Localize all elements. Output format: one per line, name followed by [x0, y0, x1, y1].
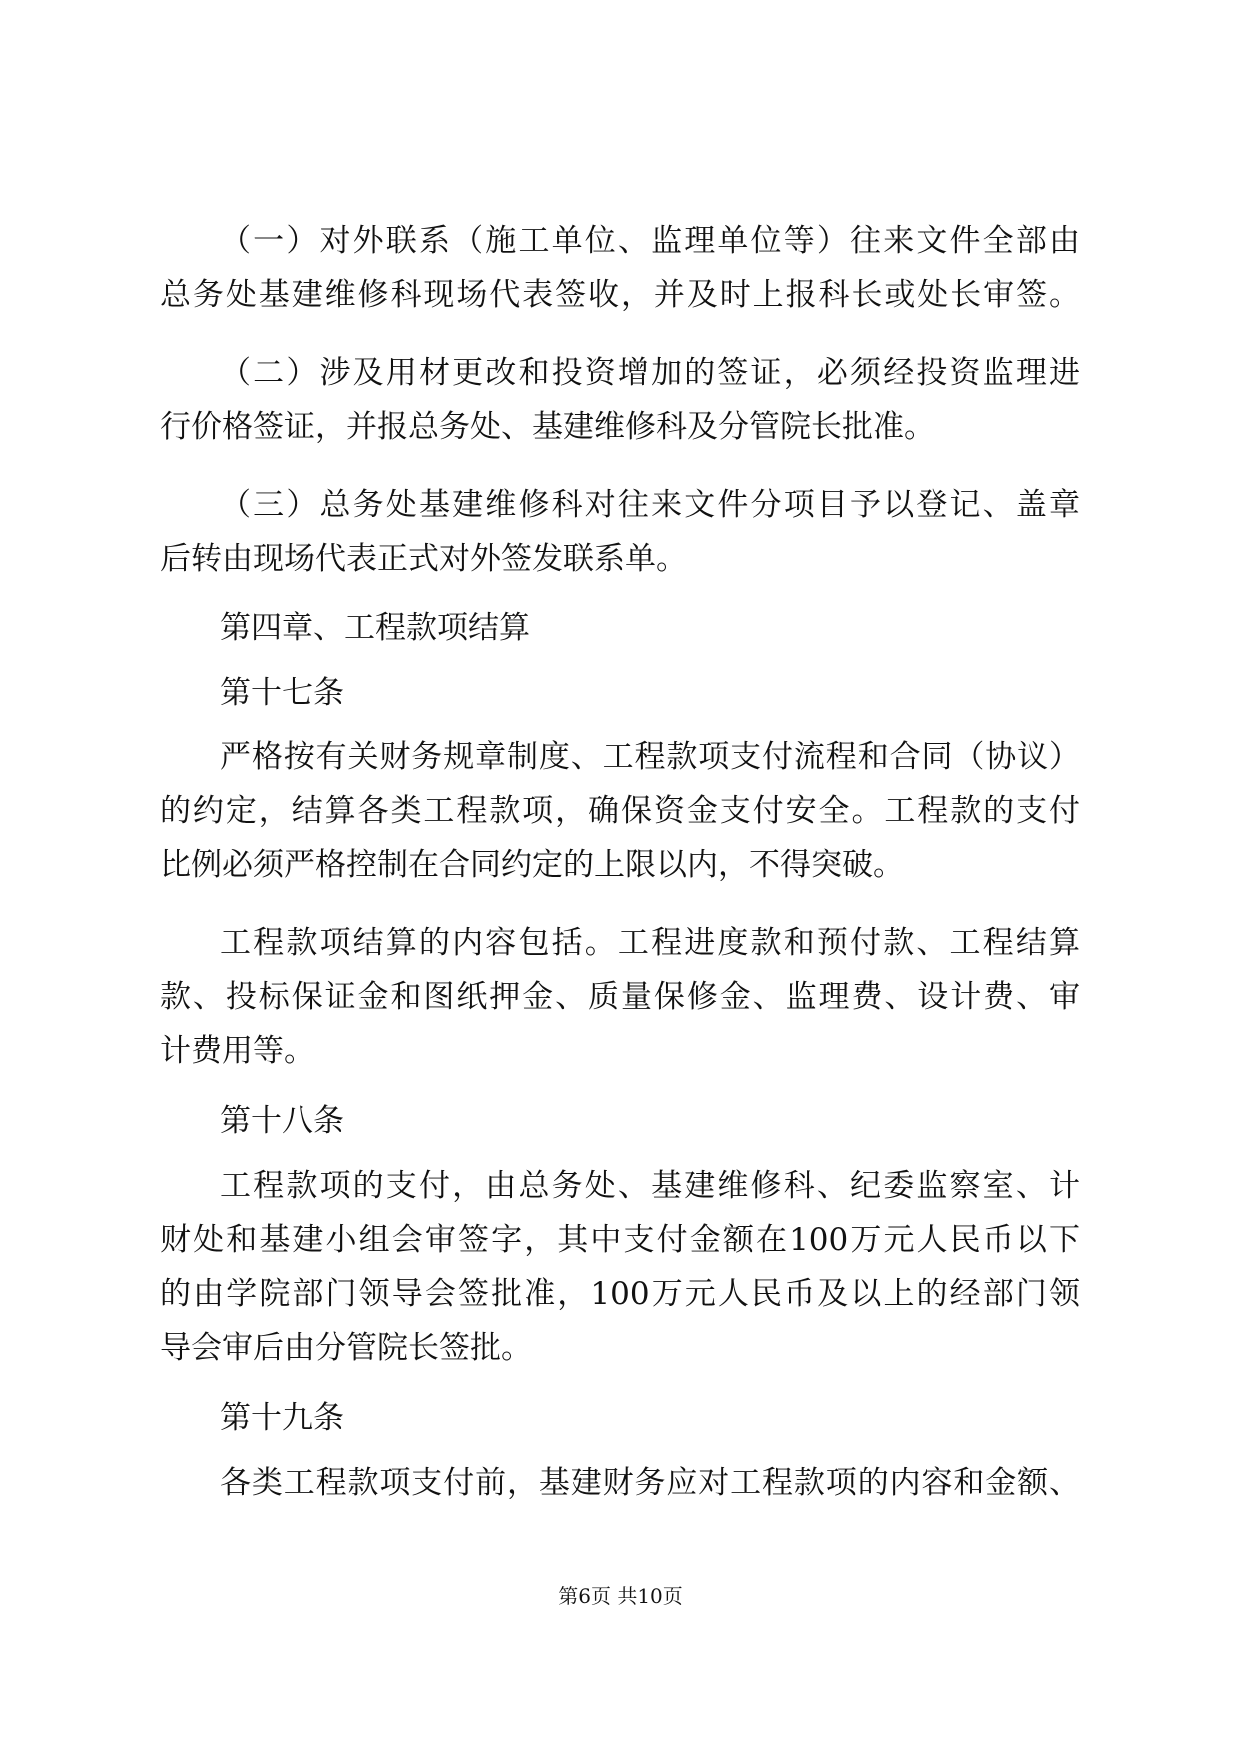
paragraph-line: 的约定，结算各类工程款项，确保资金支付安全。工程款的支付 — [160, 793, 1080, 829]
paragraph-line: （一）对外联系（施工单位、监理单位等）往来文件全部由 — [220, 223, 1080, 259]
paragraph-line: 工程款项结算的内容包括。工程进度款和预付款、工程结算 — [220, 925, 1080, 961]
paragraph-line: 后转由现场代表正式对外签发联系单。 — [160, 541, 687, 577]
article-heading: 第十七条 — [220, 675, 344, 711]
paragraph-line: 工程款项的支付，由总务处、基建维修科、纪委监察室、计 — [220, 1168, 1080, 1204]
article-heading: 第十九条 — [220, 1400, 344, 1436]
paragraph-line: （三）总务处基建维修科对往来文件分项目予以登记、盖章 — [220, 487, 1080, 523]
paragraph-line: 款、投标保证金和图纸押金、质量保修金、监理费、设计费、审 — [160, 979, 1080, 1015]
paragraph-line: 总务处基建维修科现场代表签收，并及时上报科长或处长审签。 — [160, 277, 1080, 313]
page-number-footer: 第6页 共10页 — [558, 1584, 683, 1608]
paragraph-line: 计费用等。 — [160, 1033, 315, 1069]
paragraph-line: 的由学院部门领导会签批准，100万元人民币及以上的经部门领 — [160, 1276, 1080, 1312]
paragraph-line: 严格按有关财务规章制度、工程款项支付流程和合同（协议） — [220, 739, 1080, 775]
paragraph-line: 财处和基建小组会审签字，其中支付金额在100万元人民币以下 — [160, 1222, 1080, 1258]
article-heading: 第十八条 — [220, 1103, 344, 1139]
paragraph-line: 导会审后由分管院长签批。 — [160, 1330, 532, 1366]
paragraph-line: 行价格签证，并报总务处、基建维修科及分管院长批准。 — [160, 409, 935, 445]
chapter-heading: 第四章、工程款项结算 — [220, 610, 530, 646]
paragraph-line: 各类工程款项支付前，基建财务应对工程款项的内容和金额、 — [220, 1465, 1080, 1501]
paragraph-line: 比例必须严格控制在合同约定的上限以内，不得突破。 — [160, 847, 904, 883]
paragraph-line: （二）涉及用材更改和投资增加的签证，必须经投资监理进 — [220, 355, 1080, 391]
